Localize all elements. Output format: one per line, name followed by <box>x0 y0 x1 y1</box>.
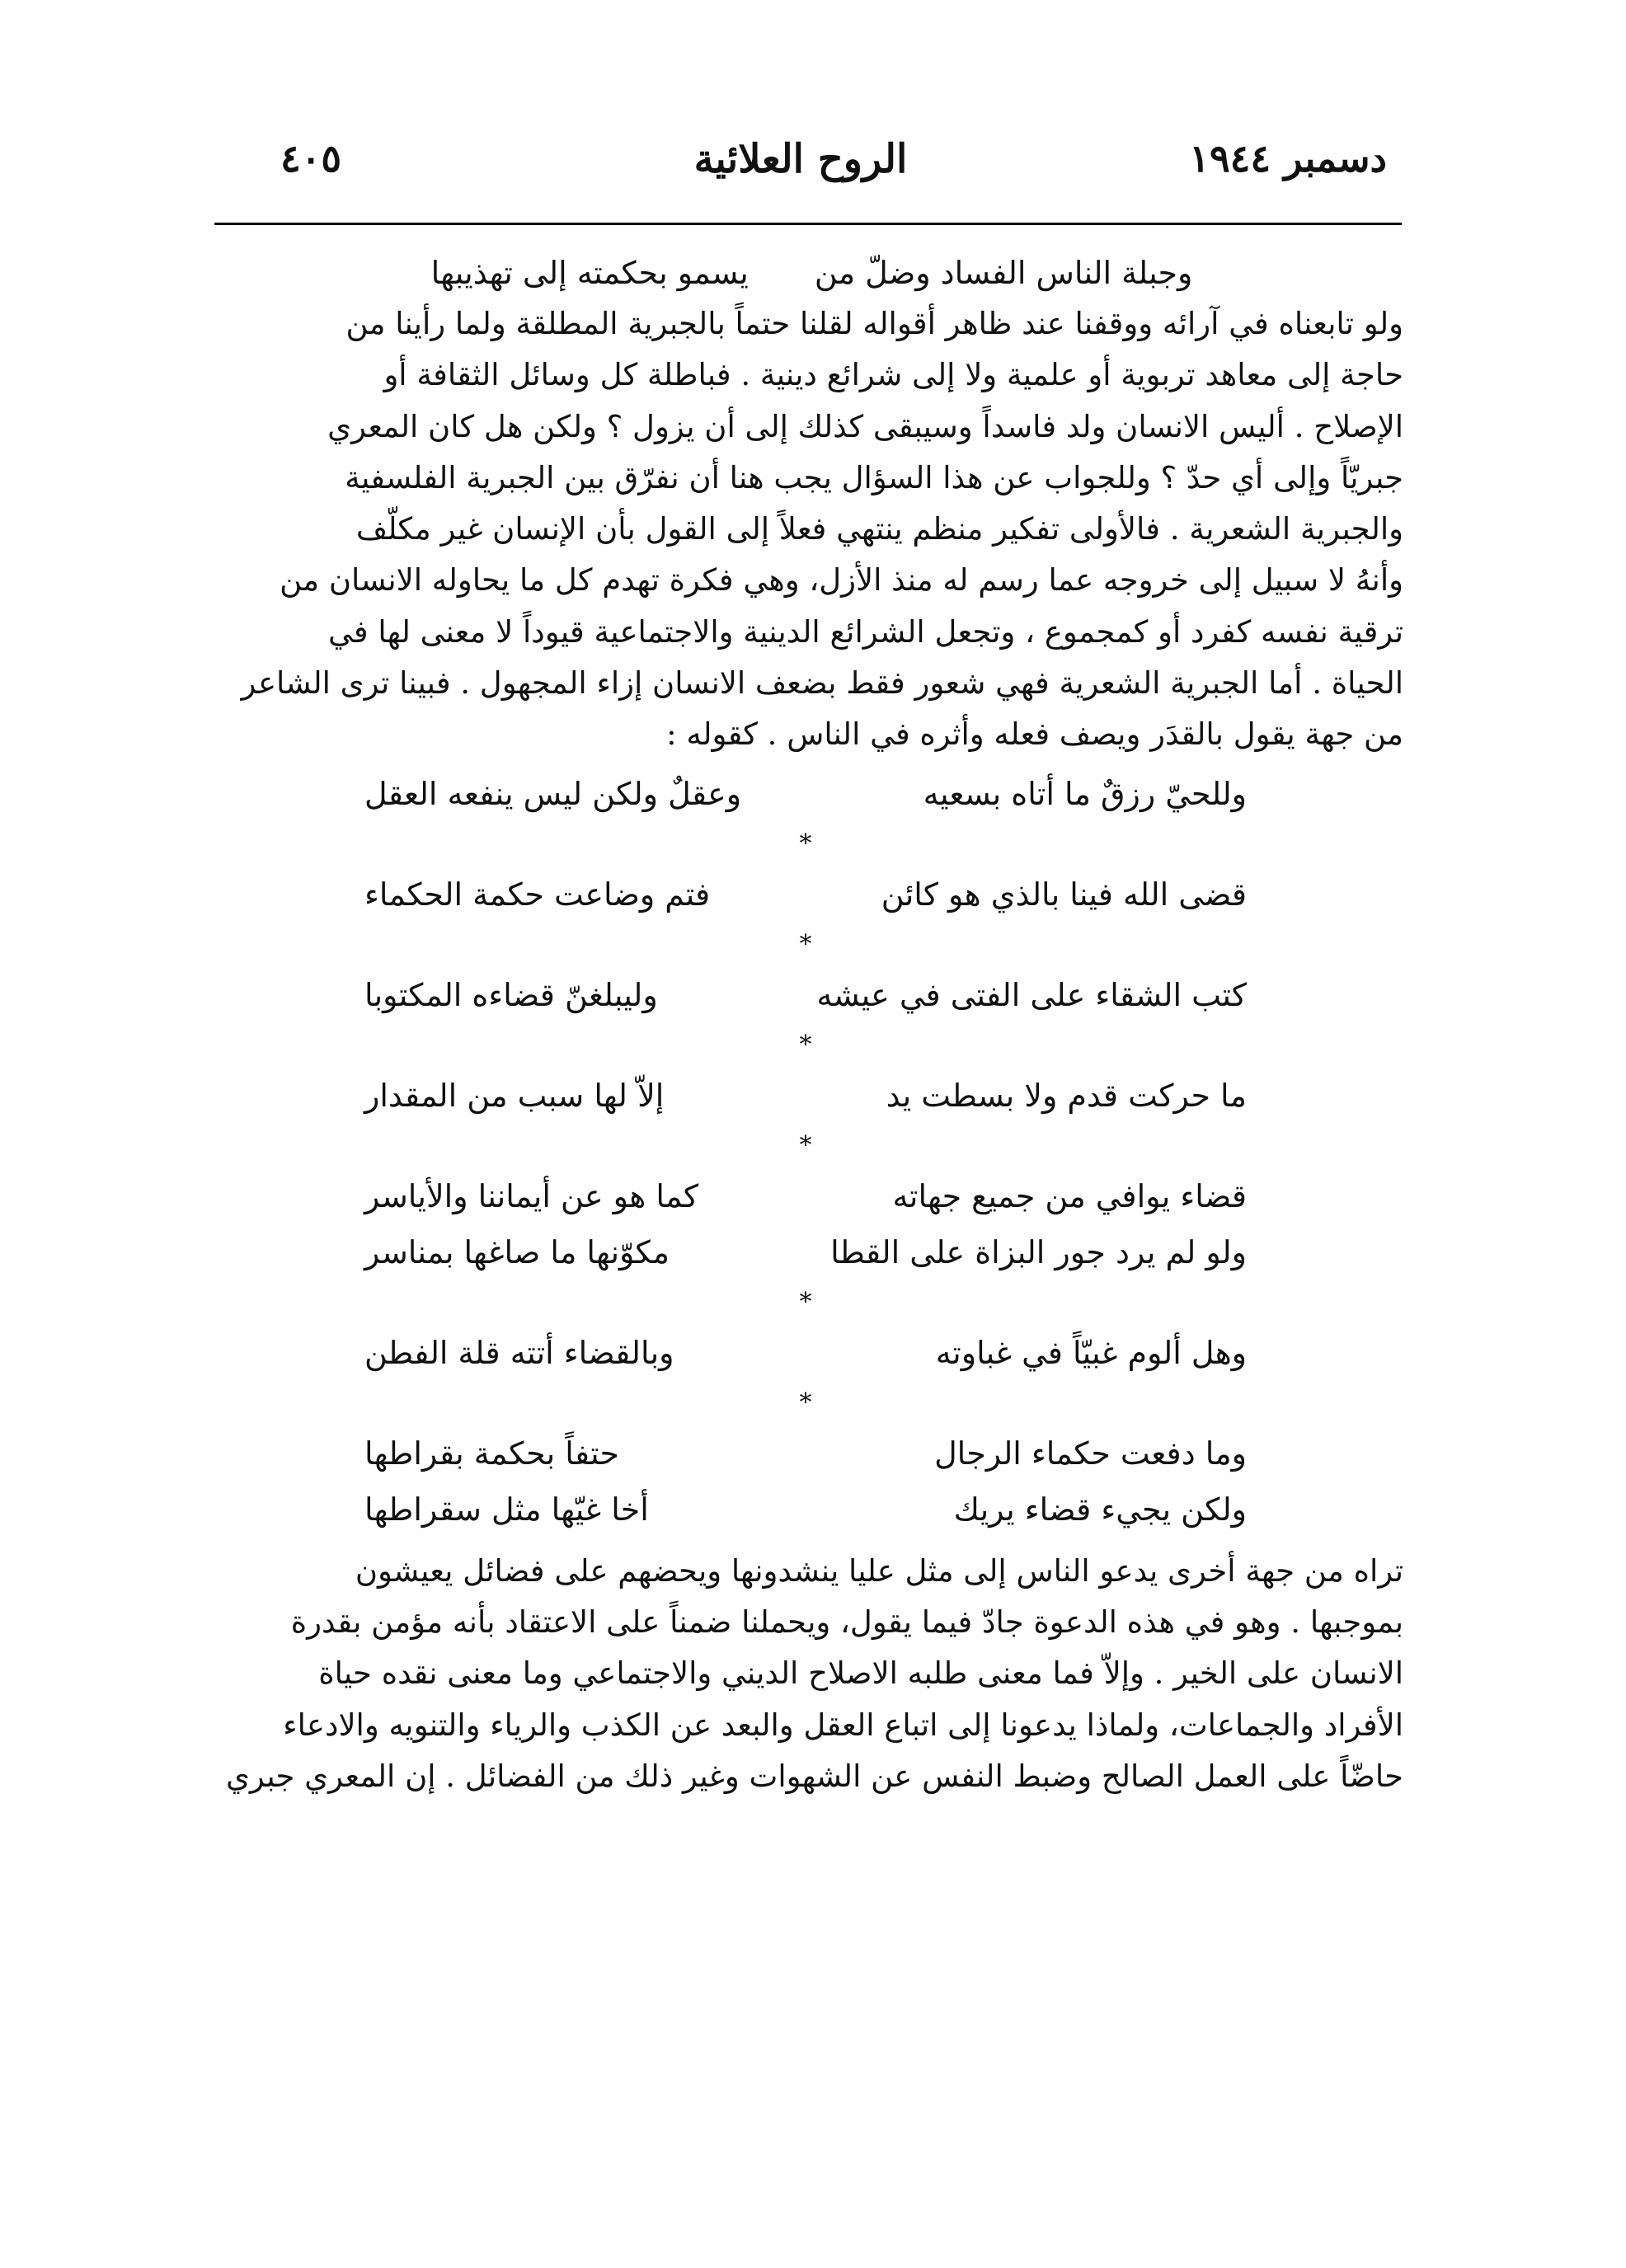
opening-verse-first-hemistich: وجبلة الناس الفساد وضلّ من <box>814 255 1193 291</box>
poem-verse <box>364 1325 1247 1381</box>
paragraph-line: من جهة يقول بالقدَر ويصف فعله وأثره في الناس . كقوله : <box>666 716 1403 753</box>
verse-separator: * <box>799 929 812 959</box>
paragraph-line: ولو تابعناه في آرائه ووقفنا عند ظاهر أقواله لقلنا حتماً بالجبرية المطلقة ولما رأينا من <box>345 306 1403 341</box>
verse-second-hemistich: وبالقضاء أتته قلة الفطن <box>364 1334 674 1371</box>
verse-separator: * <box>799 829 812 858</box>
verse-first-hemistich: ولكن يجيء قضاء يريك <box>953 1491 1247 1528</box>
verse-separator: * <box>799 1030 812 1059</box>
verse-second-hemistich: وعقلٌ ولكن ليس ينفعه العقل <box>364 775 742 812</box>
poem-verse <box>364 1425 1247 1481</box>
verse-first-hemistich: قضاء يوافي من جميع جهاته <box>892 1177 1247 1214</box>
paragraph-line: بموجبها . وهو في هذه الدعوة جادّ فيما يقول، ويحملنا ضمناً على الاعتقاد بأنه مؤمن بقدرة <box>290 1604 1403 1640</box>
poem-verse <box>364 967 1247 1023</box>
paragraph-line: الإصلاح . أليس الانسان ولد فاسداً وسيبقى كذلك إلى أن يزول ؟ ولكن هل كان المعري <box>327 408 1403 444</box>
verse-separator: * <box>799 1388 812 1417</box>
poem-verse <box>364 1224 1247 1280</box>
header-divider <box>214 223 1402 225</box>
verse-separator: * <box>799 1130 812 1160</box>
page-number: ٤٠٥ <box>280 136 342 181</box>
verse-second-hemistich: أخا غيّها مثل سقراطها <box>364 1491 649 1528</box>
paragraph-line: الحياة . أما الجبرية الشعرية فهي شعور فقط بضعف الانسان إزاء المجهول . فبينا ترى الشاعر <box>241 665 1403 702</box>
verse-first-hemistich: ما حركت قدم ولا بسطت يد <box>886 1077 1247 1114</box>
paragraph-line: جبريّاً وإلى أي حدّ ؟ وللجواب عن هذا السؤال يجب هنا أن نفرّق بين الجبرية الفلسفية <box>345 459 1403 495</box>
verse-second-hemistich: كما هو عن أيماننا والأياسر <box>364 1177 699 1214</box>
poem <box>364 766 1247 1538</box>
verse-first-hemistich: كتب الشقاء على الفتى في عيشه <box>816 976 1247 1013</box>
paragraph-line: والجبرية الشعرية . فالأولى تفكير منظم ينتهي فعلاً إلى القول بأن الإنسان غير مكلّف <box>355 511 1403 547</box>
paragraph-line: حاضّاً على العمل الصالح وضبط النفس عن الشهوات وغير ذلك من الفضائل . إن المعري جبري <box>225 1758 1403 1794</box>
verse-second-hemistich: حتفاً بحكمة بقراطها <box>364 1435 620 1472</box>
paragraph-2 <box>220 1546 1403 1802</box>
paragraph-line: الأفراد والجماعات، ولماذا يدعونا إلى اتباع العقل والبعد عن الكذب والرياء والتنويه والادعاء <box>283 1707 1403 1743</box>
opening-verse <box>220 247 1403 298</box>
paragraph-line: حاجة إلى معاهد تربوية أو علمية ولا إلى شرائع دينية . فباطلة كل وسائل الثقافة أو <box>383 357 1403 393</box>
paragraph-line: وأنهُ لا سبيل إلى خروجه عما رسم له منذ الأزل، وهي فكرة تهدم كل ما يحاوله الانسان من <box>280 562 1403 599</box>
page-header <box>214 136 1387 202</box>
page-body <box>220 247 1403 1802</box>
verse-first-hemistich: قضى الله فينا بالذي هو كائن <box>881 876 1247 913</box>
paragraph-line: ترقية نفسه كفرد أو كمجموع ، وتجعل الشرائع الدينية والاجتماعية قيوداً لا معنى لها في <box>328 613 1403 650</box>
verse-first-hemistich: وللحيّ رزقٌ ما أتاه بسعيه <box>923 775 1247 812</box>
poem-verse <box>364 1068 1247 1124</box>
paragraph-1 <box>220 298 1403 761</box>
poem-verse <box>364 1481 1247 1538</box>
poem-verse <box>364 1168 1247 1224</box>
verse-first-hemistich: وهل ألوم غبيّاً في غباوته <box>935 1334 1247 1371</box>
verse-second-hemistich: فتم وضاعت حكمة الحكماء <box>364 876 711 913</box>
header-title: الروح العلائية <box>693 136 908 182</box>
verse-first-hemistich: ولو لم يرد جور البزاة على القطا <box>830 1233 1247 1270</box>
poem-verse <box>364 866 1247 923</box>
verse-second-hemistich: وليبلغنّ قضاءه المكتوبا <box>364 976 658 1013</box>
verse-first-hemistich: وما دفعت حكماء الرجال <box>934 1435 1247 1472</box>
verse-second-hemistich: مكوّنها ما صاغها بمناسر <box>364 1233 670 1270</box>
opening-verse-second-hemistich: يسمو بحكمته إلى تهذيبها <box>430 255 749 291</box>
verse-separator: * <box>799 1287 812 1317</box>
paragraph-line: الانسان على الخير . وإلاّ فما معنى طلبه الاصلاح الديني والاجتماعي وما معنى نقده حياة <box>318 1655 1403 1692</box>
poem-verse <box>364 766 1247 822</box>
paragraph-line: تراه من جهة أخرى يدعو الناس إلى مثل عليا ينشدونها ويحضهم على فضائل يعيشون <box>355 1552 1403 1589</box>
verse-second-hemistich: إلاّ لها سبب من المقدار <box>364 1077 665 1114</box>
header-date: دسمبر ١٩٤٤ <box>1189 136 1387 181</box>
